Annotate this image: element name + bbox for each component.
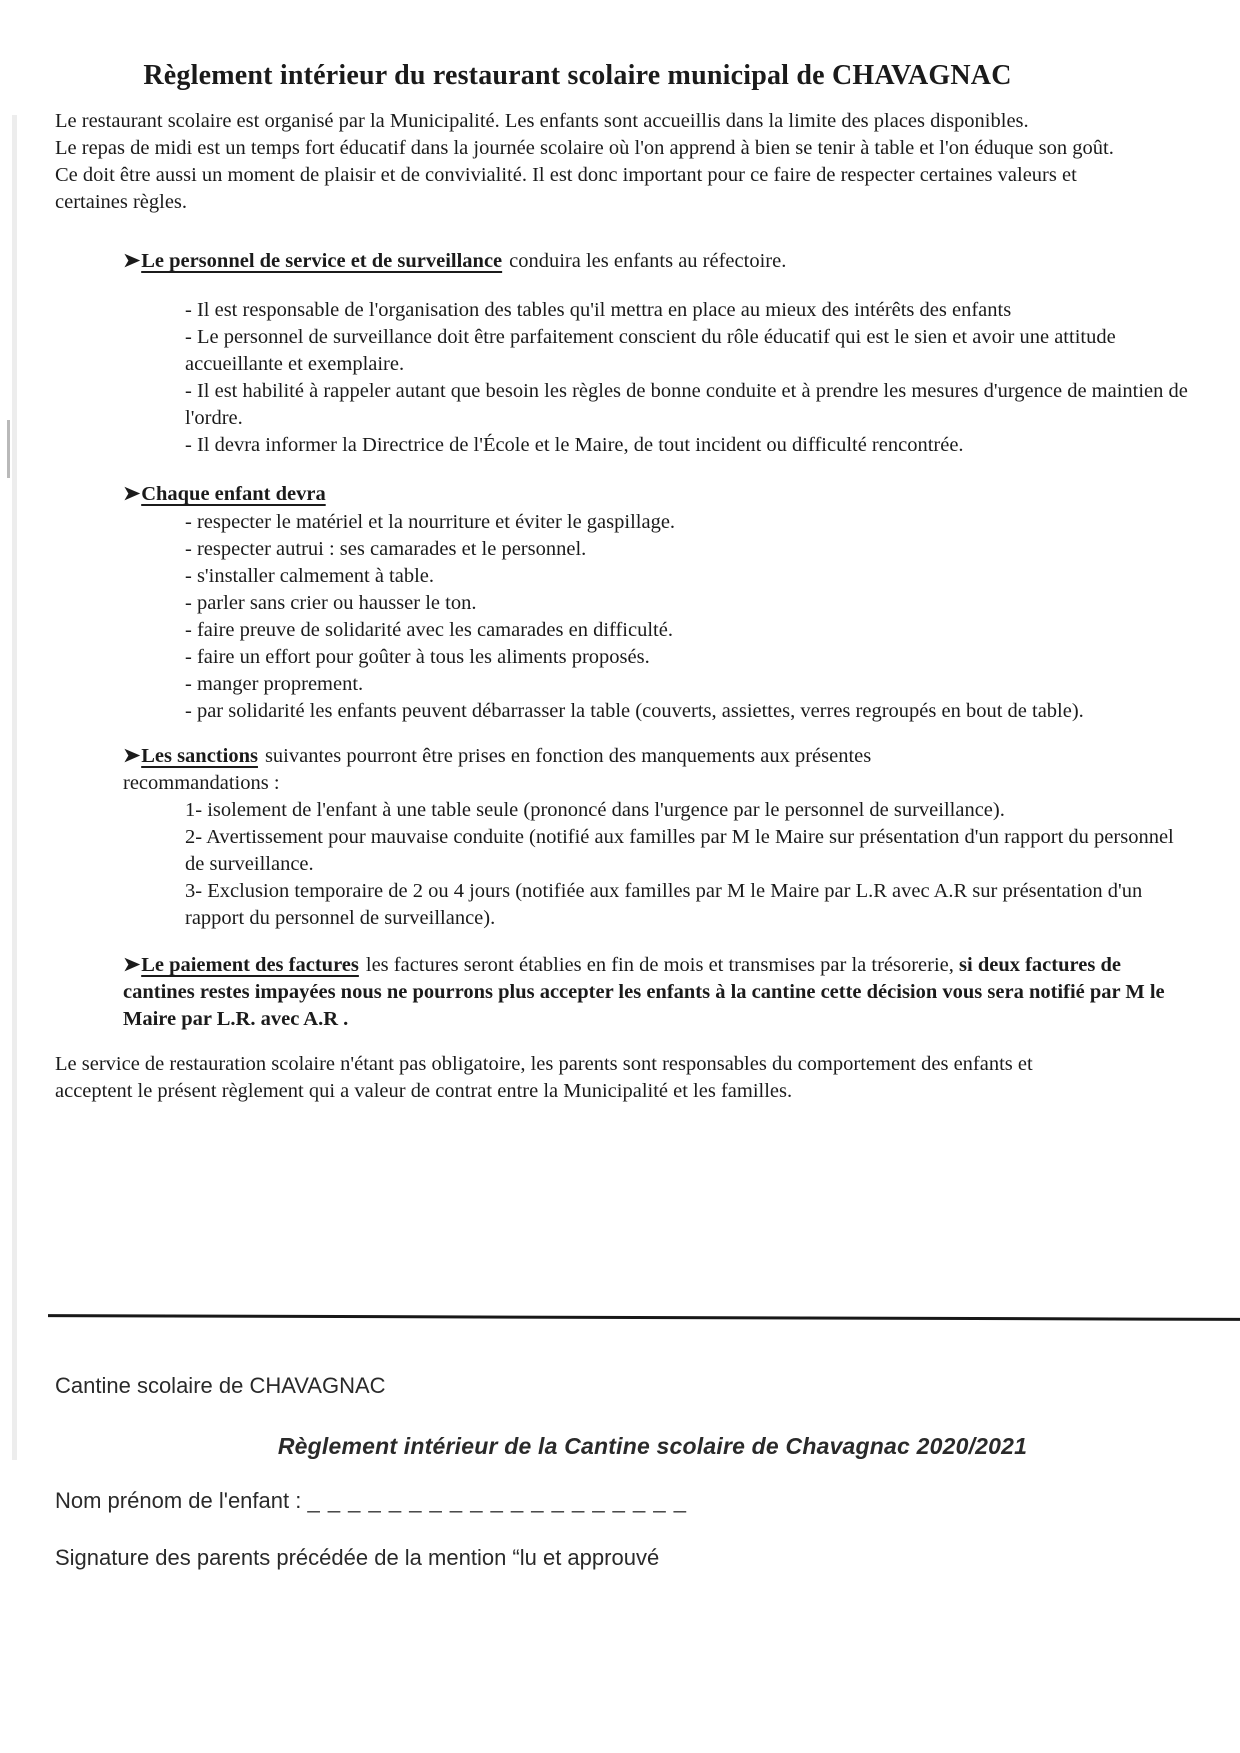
- list-item: - Il devra informer la Directrice de l'École et le Maire, de tout incident ou difficulté rencontrée.: [185, 434, 964, 456]
- list-item: - parler sans crier ou hausser le ton.: [185, 592, 477, 614]
- child-name-row: [55, 1487, 1195, 1515]
- list-item: - Le personnel de surveillance doit être parfaitement conscient du rôle éducatif qui est le sien et avoir une attitude accueillante et exemplaire.: [185, 326, 1116, 375]
- list-item: - respecter autrui : ses camarades et le personnel.: [185, 538, 587, 560]
- payment-warning-bold-text: si deux factures de cantines restes impayées nous ne pourrons plus accepter les enfants à la cantine cette décision vous sera notifié par M le Maire par L.R. avec A.R .: [123, 954, 1165, 1030]
- closing-paragraph: Le service de restauration scolaire n'étant pas obligatoire, les parents sont responsables du comportement des enfants et acceptent le présent règlement qui a valeur de contrat entre la Municipalité et les familles.: [55, 1053, 1033, 1102]
- section-heading-text: Le personnel de service et de surveillance: [141, 250, 503, 272]
- section-heading-enfant: [123, 481, 1195, 508]
- list-item: - Il est responsable de l'organisation des tables qu'il mettra en place au mieux des intérêts des enfants: [185, 299, 1012, 321]
- document-title: Règlement intérieur du restaurant scolaire municipal de CHAVAGNAC: [143, 60, 1012, 91]
- child-name-blank-line: _ _ _ _ _ _ _ _ _ _ _ _ _ _ _ _ _ _ _: [307, 1488, 687, 1513]
- section-heading-underline: [123, 954, 359, 976]
- reply-slip-title: Règlement intérieur de la Cantine scolaire de Chavagnac 2020/2021: [277, 1433, 1028, 1459]
- list-item: - manger proprement.: [185, 673, 364, 695]
- scan-line-artifact: [7, 420, 10, 478]
- scan-edge-artifact: [12, 115, 17, 1460]
- section-heading-suffix: les factures seront établies en fin de mois et transmises par la trésorerie,: [365, 954, 954, 976]
- list-item: - faire un effort pour goûter à tous les aliments proposés.: [185, 646, 650, 668]
- list-item: 1- isolement de l'enfant à une table seule (prononcé dans l'urgence par le personnel de surveillance).: [185, 799, 1005, 821]
- signature-label: Signature des parents précédée de la mention “lu et approuvé: [55, 1545, 660, 1570]
- section-heading-underline: [123, 250, 502, 272]
- section-heading-personnel: [123, 248, 1195, 275]
- section-heading-paiement: [123, 952, 1195, 1033]
- section-heading-suffix: suivantes pourront être prises en fonction des manquements aux présentes recommandations :: [123, 745, 872, 794]
- arrow-bullet-icon: ➤: [123, 483, 141, 505]
- intro-paragraph-1: Le restaurant scolaire est organisé par la Municipalité. Les enfants sont accueillis dans la limite des places disponibles.: [55, 110, 1029, 132]
- list-item: - respecter le matériel et la nourriture et éviter le gaspillage.: [185, 511, 676, 533]
- personnel-rules-list: [185, 297, 1193, 459]
- list-item: 2- Avertissement pour mauvaise conduite (notifié aux familles par M le Maire sur présentation d'un rapport du personnel de surveillance.: [185, 826, 1174, 875]
- horizontal-rule: [48, 1314, 1240, 1320]
- intro-paragraph-2: Le repas de midi est un temps fort éducatif dans la journée scolaire où l'on apprend à bien se tenir à table et l'on éduque son goût. Ce doit être aussi un moment de plaisir et de convivialité. Il est donc important pour ce faire de respecter certaines valeurs et certaines règles.: [55, 137, 1114, 213]
- reply-slip-section: [55, 1372, 1195, 1572]
- section-heading-underline: [123, 483, 326, 505]
- section-heading-underline: [123, 745, 258, 767]
- arrow-bullet-icon: ➤: [123, 745, 141, 767]
- sanctions-list: [185, 797, 1193, 932]
- list-item: - par solidarité les enfants peuvent débarrasser la table (couverts, assiettes, verres regroupés en bout de table).: [185, 700, 1084, 722]
- arrow-bullet-icon: ➤: [123, 954, 141, 976]
- list-item: 3- Exclusion temporaire de 2 ou 4 jours (notifiée aux familles par M le Maire par L.R avec A.R sur présentation d'un rapport du personnel de surveillance).: [185, 880, 1143, 929]
- list-item: - s'installer calmement à table.: [185, 565, 435, 587]
- section-heading-sanctions: [123, 743, 968, 797]
- section-heading-text: Chaque enfant devra: [141, 483, 326, 505]
- section-heading-text: Le paiement des factures: [141, 954, 359, 976]
- child-name-label: Nom prénom de l'enfant :: [55, 1488, 302, 1513]
- list-item: - faire preuve de solidarité avec les camarades en difficulté.: [185, 619, 673, 641]
- arrow-bullet-icon: ➤: [123, 250, 141, 272]
- document-body: [55, 0, 1195, 1105]
- section-heading-text: Les sanctions: [141, 745, 258, 767]
- cantine-org-line: Cantine scolaire de CHAVAGNAC: [55, 1373, 386, 1398]
- list-item: - Il est habilité à rappeler autant que besoin les règles de bonne conduite et à prendre les mesures d'urgence de maintien de l'ordre.: [185, 380, 1188, 429]
- section-heading-suffix: conduira les enfants au réfectoire.: [509, 250, 787, 272]
- enfant-rules-list: [185, 509, 1193, 725]
